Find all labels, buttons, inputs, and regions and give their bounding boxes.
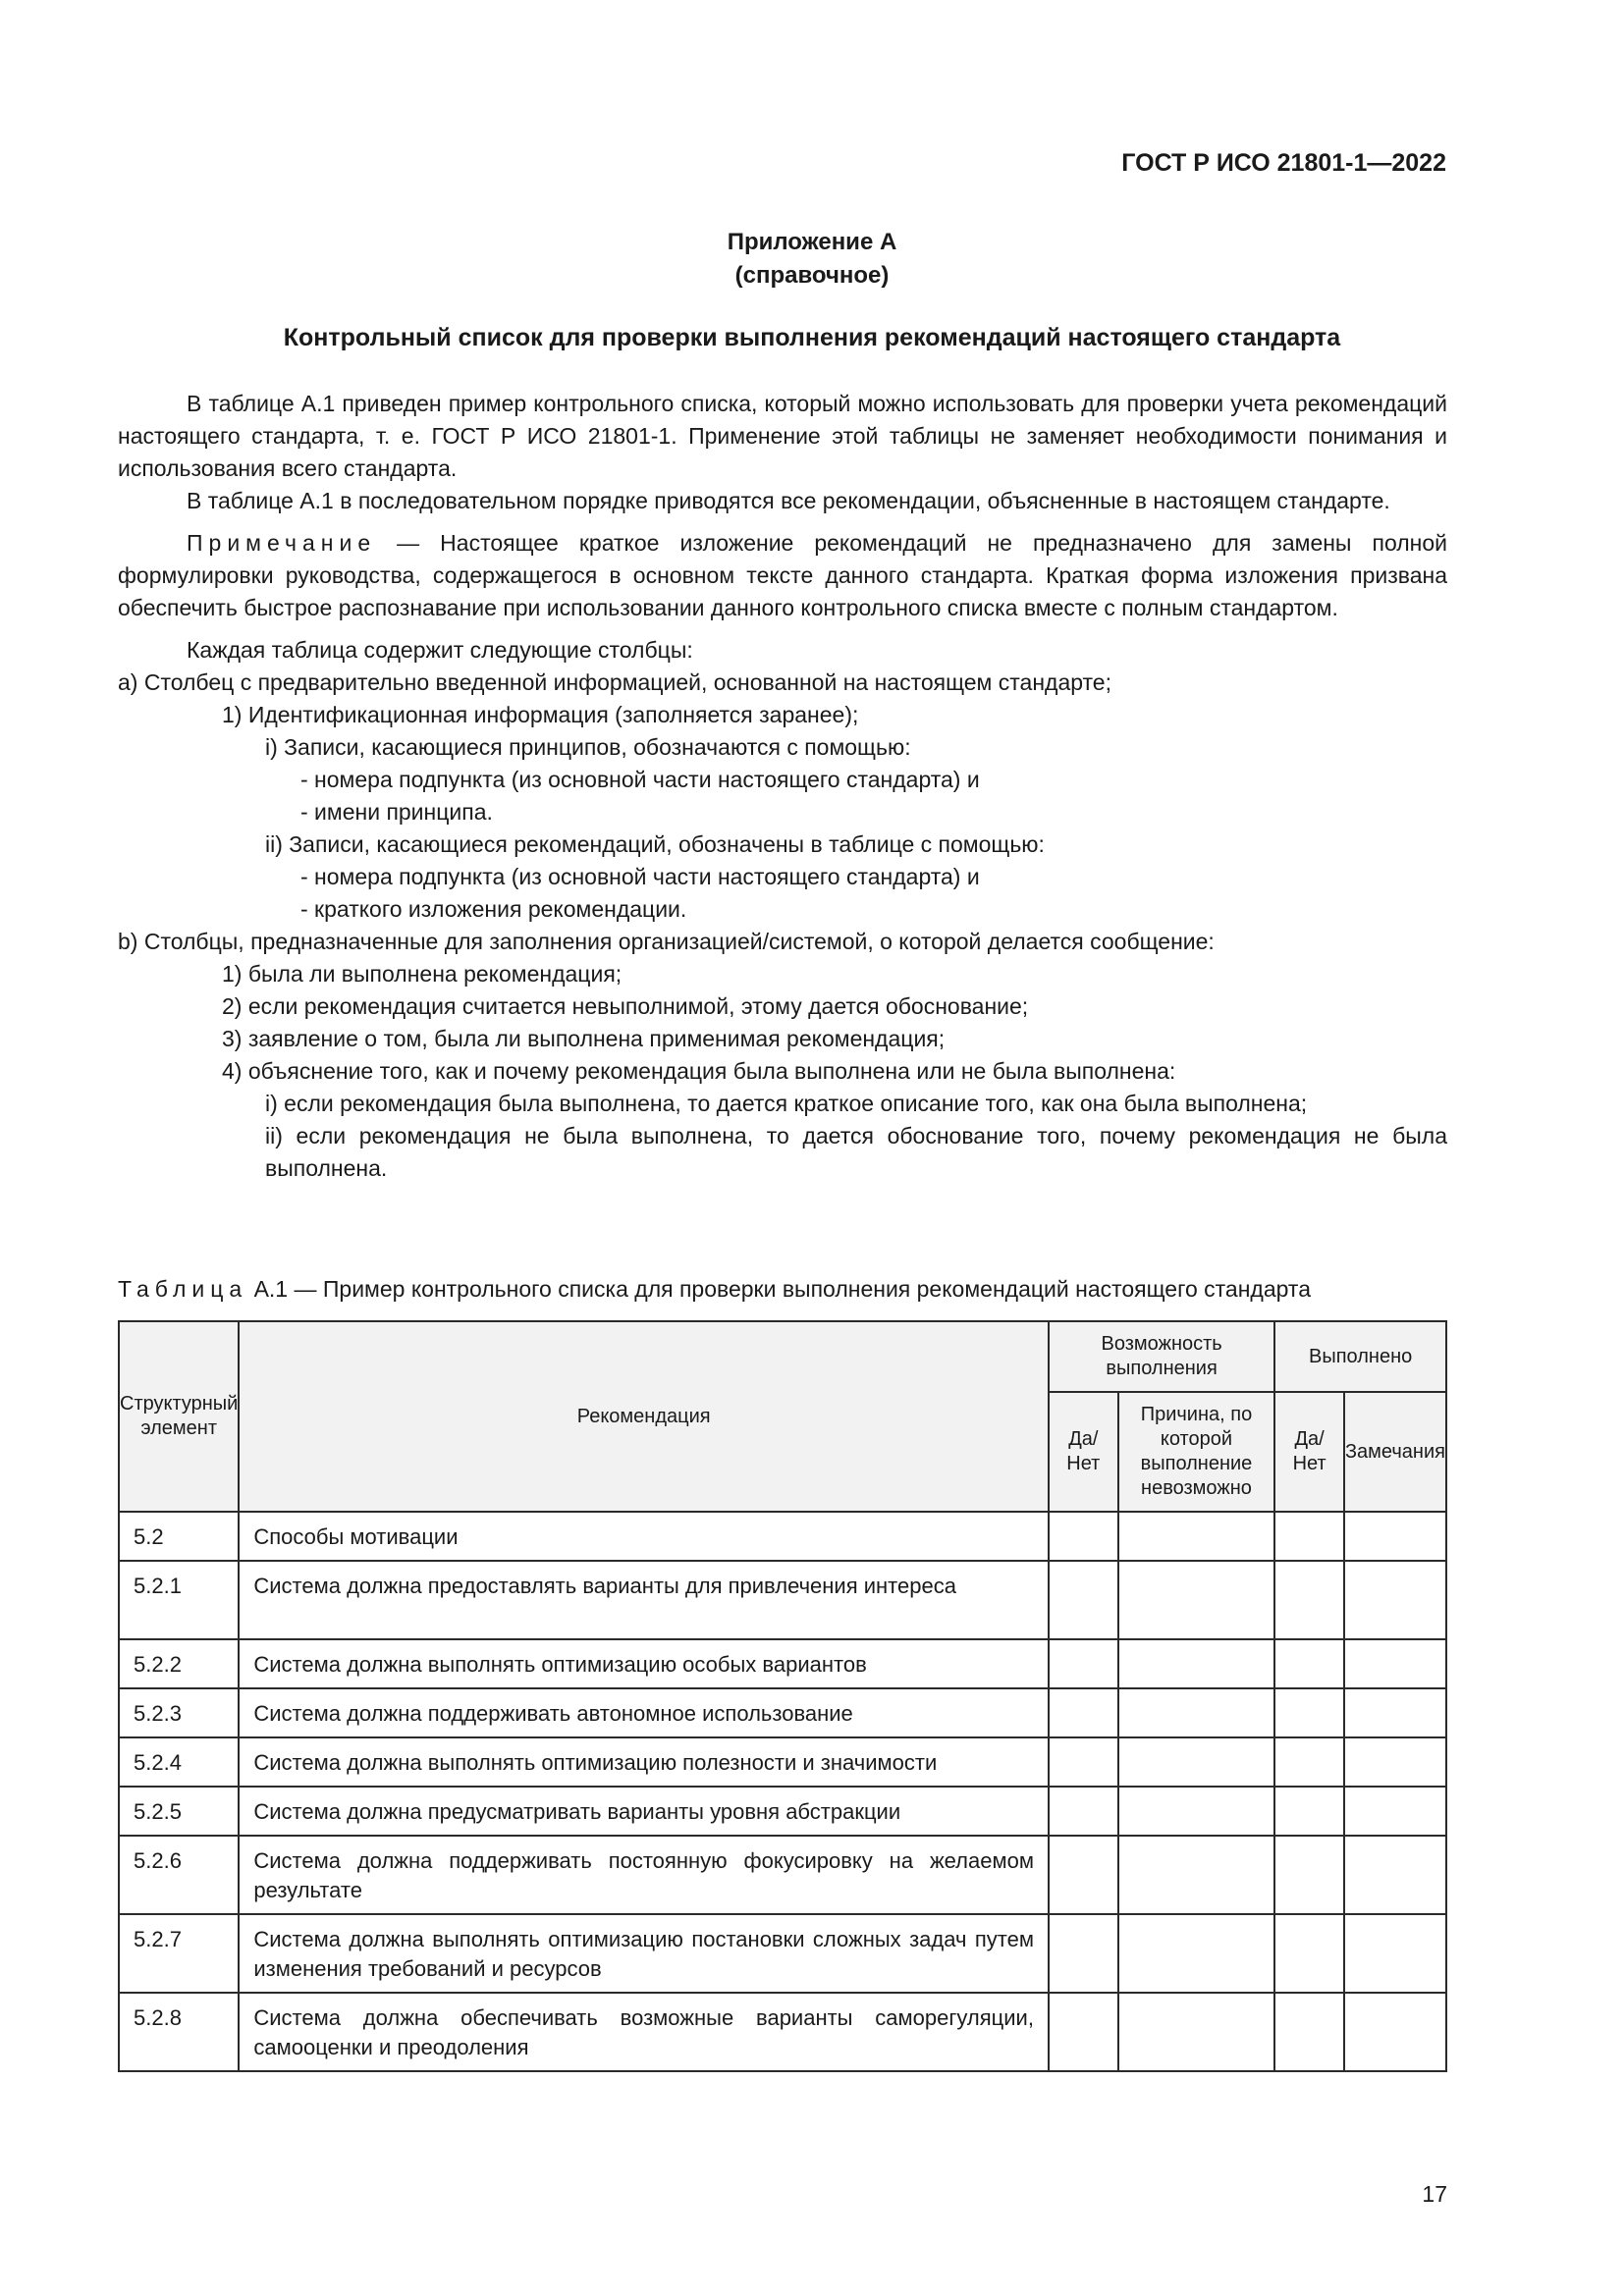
cell-yes-no[interactable] bbox=[1049, 1787, 1118, 1836]
list-item-a1-i-dash-1: - номера подпункта (из основной части настоящего стандарта) и bbox=[300, 767, 980, 792]
row-recommendation: Система должна предусматривать варианты уровня абстракции bbox=[239, 1787, 1049, 1836]
list-item-a1-ii-dash-1: - номера подпункта (из основной части настоящего стандарта) и bbox=[300, 864, 980, 889]
header-yes-no: Да/ Нет bbox=[1049, 1392, 1118, 1512]
cell-done[interactable] bbox=[1274, 1787, 1344, 1836]
table-row bbox=[119, 1914, 1446, 1993]
row-code: 5.2.1 bbox=[119, 1561, 239, 1639]
cell-yes-no[interactable] bbox=[1049, 1512, 1118, 1561]
cell-reason[interactable] bbox=[1118, 1914, 1275, 1993]
header-remarks: Замечания bbox=[1344, 1392, 1446, 1512]
row-code: 5.2.6 bbox=[119, 1836, 239, 1914]
cell-reason[interactable] bbox=[1118, 1688, 1275, 1737]
list-item-b2: 2) если рекомендация считается невыполнимой, этому дается обоснование; bbox=[222, 993, 1029, 1019]
list-item-b4-i: i) если рекомендация была выполнена, то дается краткое описание того, как она была выполнена; bbox=[265, 1091, 1308, 1116]
list-item-a1-ii-dash-2: - краткого изложения рекомендации. bbox=[300, 896, 687, 922]
row-recommendation: Способы мотивации bbox=[239, 1512, 1049, 1561]
table-row bbox=[119, 1787, 1446, 1836]
cell-done[interactable] bbox=[1274, 1836, 1344, 1914]
table-row bbox=[119, 1993, 1446, 2071]
cell-remarks[interactable] bbox=[1344, 1639, 1446, 1688]
table-caption-text: А.1 — Пример контрольного списка для проверки выполнения рекомендаций настоящего стандарта bbox=[247, 1276, 1311, 1302]
table-caption-label: Таблица bbox=[118, 1276, 248, 1302]
row-recommendation: Система должна выполнять оптимизацию особых вариантов bbox=[239, 1639, 1049, 1688]
cell-reason[interactable] bbox=[1118, 1639, 1275, 1688]
cell-yes-no[interactable] bbox=[1049, 1688, 1118, 1737]
row-code: 5.2.3 bbox=[119, 1688, 239, 1737]
cell-remarks[interactable] bbox=[1344, 1688, 1446, 1737]
note-label: Примечание bbox=[187, 530, 377, 556]
header-feasibility: Возможность выполнения bbox=[1049, 1321, 1274, 1392]
standard-code: ГОСТ Р ИСО 21801-1—2022 bbox=[1121, 149, 1446, 177]
cell-done[interactable] bbox=[1274, 1512, 1344, 1561]
header-recommendation: Рекомендация bbox=[239, 1321, 1049, 1512]
header-done: Выполнено bbox=[1274, 1321, 1446, 1392]
list-item-a1-ii: ii) Записи, касающиеся рекомендаций, обозначены в таблице с помощью: bbox=[265, 831, 1045, 857]
list-item-b1: 1) была ли выполнена рекомендация; bbox=[222, 961, 623, 987]
cell-reason[interactable] bbox=[1118, 1993, 1275, 2071]
cell-reason[interactable] bbox=[1118, 1836, 1275, 1914]
cell-reason[interactable] bbox=[1118, 1512, 1275, 1561]
header-reason: Причина, по которой выполнение невозможно bbox=[1118, 1392, 1275, 1512]
note-paragraph bbox=[118, 527, 1447, 624]
row-recommendation: Система должна предоставлять варианты для привлечения интереса bbox=[239, 1561, 1049, 1639]
note-text: — Настоящее краткое изложение рекомендаций не предназначено для замены полной формулировки руководства, содержащегося в основном тексте данного стандарта. Краткая форма изложения призвана обеспечить быстрое распознавание при использовании данного контрольного списка вместе с полным стандартом. bbox=[118, 530, 1447, 620]
row-recommendation: Система должна выполнять оптимизацию полезности и значимости bbox=[239, 1737, 1049, 1787]
section-heading: Контрольный список для проверки выполнения рекомендаций настоящего стандарта bbox=[283, 324, 1341, 351]
row-recommendation: Система должна поддерживать автономное использование bbox=[239, 1688, 1049, 1737]
cell-yes-no[interactable] bbox=[1049, 1914, 1118, 1993]
cell-yes-no[interactable] bbox=[1049, 1639, 1118, 1688]
row-code: 5.2.2 bbox=[119, 1639, 239, 1688]
cell-reason[interactable] bbox=[1118, 1737, 1275, 1787]
cell-done[interactable] bbox=[1274, 1639, 1344, 1688]
list-item-b4-ii: ii) если рекомендация не была выполнена, то дается обоснование того, почему рекомендация не была выполнена. bbox=[265, 1123, 1447, 1181]
row-code: 5.2.8 bbox=[119, 1993, 239, 2071]
table-row bbox=[119, 1737, 1446, 1787]
cell-remarks[interactable] bbox=[1344, 1993, 1446, 2071]
row-code: 5.2 bbox=[119, 1512, 239, 1561]
table-row bbox=[119, 1512, 1446, 1561]
row-recommendation: Система должна выполнять оптимизацию постановки сложных задач путем изменения требований и ресурсов bbox=[239, 1914, 1049, 1993]
cell-remarks[interactable] bbox=[1344, 1836, 1446, 1914]
cell-remarks[interactable] bbox=[1344, 1737, 1446, 1787]
row-code: 5.2.7 bbox=[119, 1914, 239, 1993]
table-row bbox=[119, 1639, 1446, 1688]
cell-remarks[interactable] bbox=[1344, 1561, 1446, 1639]
list-item-a1-i-dash-2: - имени принципа. bbox=[300, 799, 493, 825]
cell-yes-no[interactable] bbox=[1049, 1836, 1118, 1914]
columns-list bbox=[118, 634, 1447, 1185]
header-yes-no-2: Да/ Нет bbox=[1274, 1392, 1344, 1512]
intro-paragraph-1: В таблице А.1 приведен пример контрольного списка, который можно использовать для проверки учета рекомендаций настоящего стандарта, т. е. ГОСТ Р ИСО 21801-1. Применение этой таблицы не заменяет необходимости понимания и использования всего стандарта. bbox=[118, 391, 1447, 481]
list-item-b3: 3) заявление о том, была ли выполнена применимая рекомендация; bbox=[222, 1026, 946, 1051]
row-recommendation: Система должна обеспечивать возможные варианты саморегуляции, самооценки и преодоления bbox=[239, 1993, 1049, 2071]
row-code: 5.2.5 bbox=[119, 1787, 239, 1836]
row-code: 5.2.4 bbox=[119, 1737, 239, 1787]
table-row bbox=[119, 1836, 1446, 1914]
cell-yes-no[interactable] bbox=[1049, 1993, 1118, 2071]
appendix-title bbox=[0, 226, 1624, 293]
cell-reason[interactable] bbox=[1118, 1787, 1275, 1836]
table-row bbox=[119, 1688, 1446, 1737]
table-row bbox=[119, 1561, 1446, 1639]
body-text bbox=[118, 388, 1447, 1185]
list-item-a1: 1) Идентификационная информация (заполняется заранее); bbox=[222, 702, 859, 727]
list-item-b: b) Столбцы, предназначенные для заполнения организацией/системой, о которой делается сообщение: bbox=[118, 929, 1215, 954]
intro-paragraph-2: В таблице А.1 в последовательном порядке приводятся все рекомендации, объясненные в настоящем стандарте. bbox=[187, 488, 1390, 513]
appendix-label: Приложение А bbox=[727, 229, 897, 255]
cell-done[interactable] bbox=[1274, 1993, 1344, 2071]
checklist-table bbox=[118, 1320, 1447, 2072]
cell-yes-no[interactable] bbox=[1049, 1561, 1118, 1639]
list-item-a: a) Столбец с предварительно введенной информацией, основанной на настоящем стандарте; bbox=[118, 669, 1111, 695]
cell-done[interactable] bbox=[1274, 1561, 1344, 1639]
cell-remarks[interactable] bbox=[1344, 1787, 1446, 1836]
page-number: 17 bbox=[1422, 2181, 1447, 2207]
cell-done[interactable] bbox=[1274, 1914, 1344, 1993]
appendix-type: (справочное) bbox=[734, 262, 890, 289]
list-item-b4: 4) объяснение того, как и почему рекомендация была выполнена или не была выполнена: bbox=[222, 1058, 1176, 1084]
cell-done[interactable] bbox=[1274, 1737, 1344, 1787]
list-item-a1-i: i) Записи, касающиеся принципов, обозначаются с помощью: bbox=[265, 734, 911, 760]
list-lead: Каждая таблица содержит следующие столбцы: bbox=[187, 637, 693, 663]
cell-remarks[interactable] bbox=[1344, 1914, 1446, 1993]
row-recommendation: Система должна поддерживать постоянную фокусировку на желаемом результате bbox=[239, 1836, 1049, 1914]
cell-reason[interactable] bbox=[1118, 1561, 1275, 1639]
header-element: Структурный элемент bbox=[119, 1321, 239, 1512]
cell-remarks[interactable] bbox=[1344, 1512, 1446, 1561]
table-caption bbox=[118, 1276, 1447, 1303]
cell-done[interactable] bbox=[1274, 1688, 1344, 1737]
cell-yes-no[interactable] bbox=[1049, 1737, 1118, 1787]
